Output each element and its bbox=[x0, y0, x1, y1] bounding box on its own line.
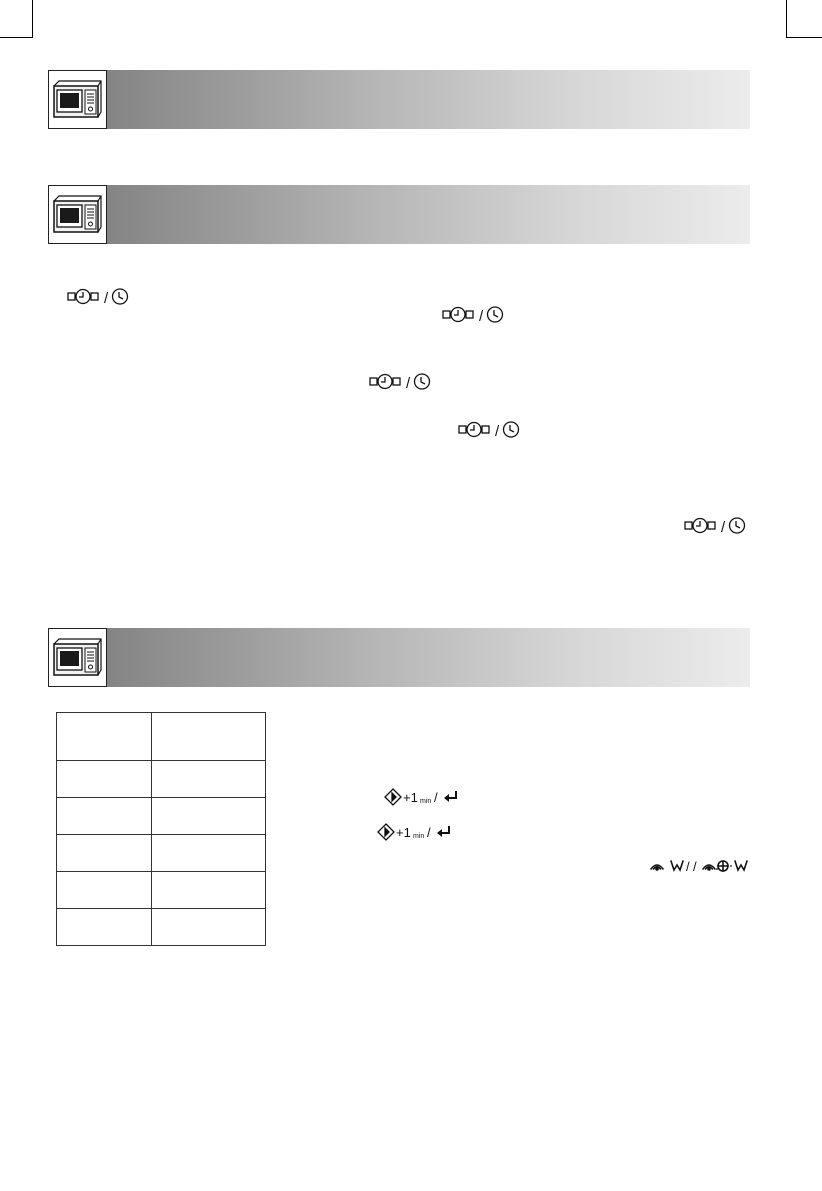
microwave-grill-combination-icon bbox=[647, 856, 751, 876]
crop-mark-top-right-horizontal bbox=[786, 37, 822, 38]
table-cell bbox=[57, 761, 152, 798]
table-row bbox=[57, 761, 266, 798]
start-plus-one-min-enter-symbol-icon bbox=[376, 823, 456, 841]
clock-symbol-slash: / bbox=[495, 423, 500, 440]
start-symbol-plus-one: +1 bbox=[396, 825, 411, 840]
crop-mark-top-left-horizontal bbox=[0, 37, 33, 38]
start-plus-one-min-enter-symbol-icon bbox=[383, 788, 463, 806]
clock-timer-symbol-icon bbox=[457, 420, 527, 440]
microwave-oven-icon bbox=[48, 185, 107, 244]
microwave-oven-icon bbox=[48, 628, 107, 687]
table-cell bbox=[57, 909, 152, 946]
start-symbol-plus-one: +1 bbox=[403, 790, 418, 805]
section-header-3 bbox=[48, 628, 750, 687]
table-cell bbox=[57, 713, 152, 761]
clock-timer-symbol-icon bbox=[66, 287, 136, 307]
start-symbol-min: min bbox=[413, 833, 425, 840]
table-row bbox=[57, 713, 266, 761]
section-header-bar bbox=[107, 185, 750, 244]
clock-timer-symbol-icon bbox=[683, 516, 753, 536]
crop-mark-top-left-vertical bbox=[32, 0, 33, 37]
table-row bbox=[57, 798, 266, 835]
microwave-oven-icon bbox=[48, 70, 107, 129]
start-symbol-slash: / bbox=[427, 825, 431, 840]
clock-timer-symbol-icon bbox=[441, 305, 511, 325]
section-header-2 bbox=[48, 185, 750, 244]
table-cell bbox=[57, 798, 152, 835]
clock-symbol-slash: / bbox=[721, 519, 726, 536]
table-cell bbox=[152, 761, 266, 798]
section-header-bar bbox=[107, 70, 750, 129]
clock-symbol-slash: / bbox=[479, 308, 484, 325]
table-row bbox=[57, 835, 266, 872]
table-cell bbox=[152, 798, 266, 835]
clock-symbol-slash: / bbox=[406, 375, 411, 392]
section-header-1 bbox=[48, 70, 750, 129]
clock-timer-symbol-icon bbox=[368, 372, 438, 392]
table-cell bbox=[152, 909, 266, 946]
start-symbol-min: min bbox=[420, 798, 432, 805]
table-cell bbox=[152, 713, 266, 761]
table-cell bbox=[152, 872, 266, 909]
table-cell bbox=[152, 835, 266, 872]
modes-slash-1: / bbox=[686, 859, 690, 874]
crop-mark-top-right-vertical bbox=[786, 0, 787, 37]
start-symbol-slash: / bbox=[434, 790, 438, 805]
table-row bbox=[57, 872, 266, 909]
section-header-bar bbox=[107, 628, 750, 687]
table-cell bbox=[57, 835, 152, 872]
modes-slash-2: / bbox=[693, 859, 697, 874]
table-cell bbox=[57, 872, 152, 909]
clock-symbol-slash: / bbox=[104, 290, 109, 307]
table-row bbox=[57, 909, 266, 946]
specification-table bbox=[56, 712, 266, 946]
